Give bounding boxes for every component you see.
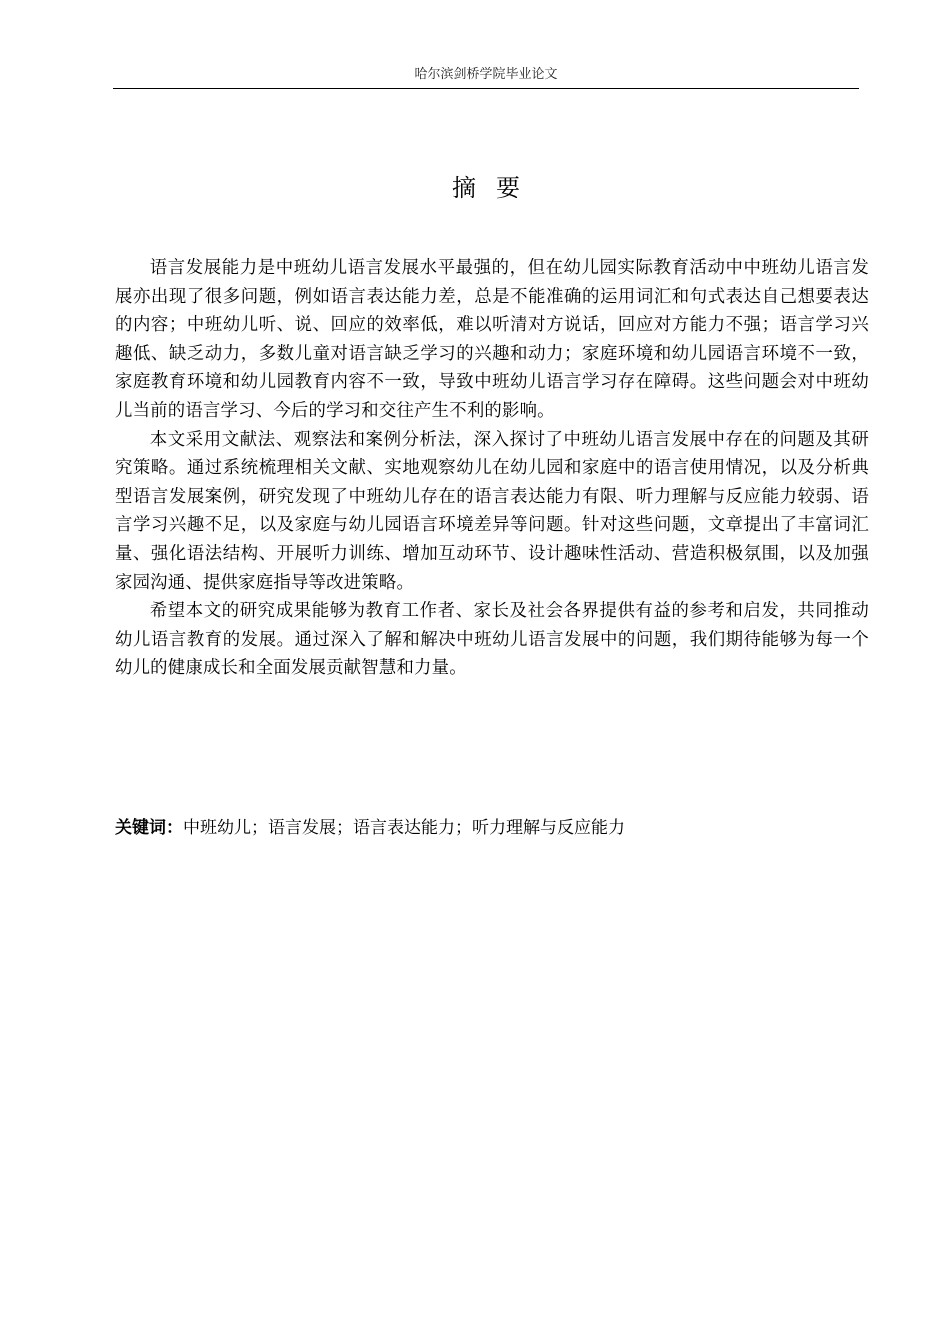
abstract-paragraph-1: 语言发展能力是中班幼儿语言发展水平最强的，但在幼儿园实际教育活动中中班幼儿语言发展亦出现了很多问题，例如语言表达能力差，总是不能准确的运用词汇和句式表达自己想要表达的内容；中班幼儿听、说、回应的效率低，难以听清对方说话，回应对方能力不强；语言学习兴趣低、缺乏动力，多数儿童对语言缺乏学习的兴趣和动力；家庭环境和幼儿园语言环境不一致，家庭教育环境和幼儿园教育内容不一致，导致中班幼儿语言学习存在障碍。这些问题会对中班幼儿当前的语言学习、今后的学习和交往产生不利的影响。 xyxy=(115,258,869,421)
running-header-title: 哈尔滨剑桥学院毕业论文 xyxy=(414,67,558,82)
abstract-title: 摘要 xyxy=(452,174,540,202)
keywords-value: 中班幼儿；语言发展；语言表达能力；听力理解与反应能力 xyxy=(183,818,625,838)
keywords-line xyxy=(115,814,869,842)
abstract-paragraph-3: 希望本文的研究成果能够为教育工作者、家长及社会各界提供有益的参考和启发，共同推动幼儿语言教育的发展。通过深入了解和解决中班幼儿语言发展中的问题，我们期待能够为每一个幼儿的健康成长和全面发展贡献智慧和力量。 xyxy=(115,601,869,679)
keywords-label: 关键词： xyxy=(115,818,183,838)
abstract-paragraph-2: 本文采用文献法、观察法和案例分析法，深入探讨了中班幼儿语言发展中存在的问题及其研究策略。通过系统梳理相关文献、实地观察幼儿在幼儿园和家庭中的语言使用情况，以及分析典型语言发展案例，研究发现了中班幼儿存在的语言表达能力有限、听力理解与反应能力较弱、语言学习兴趣不足，以及家庭与幼儿园语言环境差异等问题。针对这些问题，文章提出了丰富词汇量、强化语法结构、开展听力训练、增加互动环节、设计趣味性活动、营造积极氛围，以及加强家园沟通、提供家庭指导等改进策略。 xyxy=(115,429,869,593)
abstract-body xyxy=(115,254,869,683)
running-header xyxy=(113,64,859,89)
